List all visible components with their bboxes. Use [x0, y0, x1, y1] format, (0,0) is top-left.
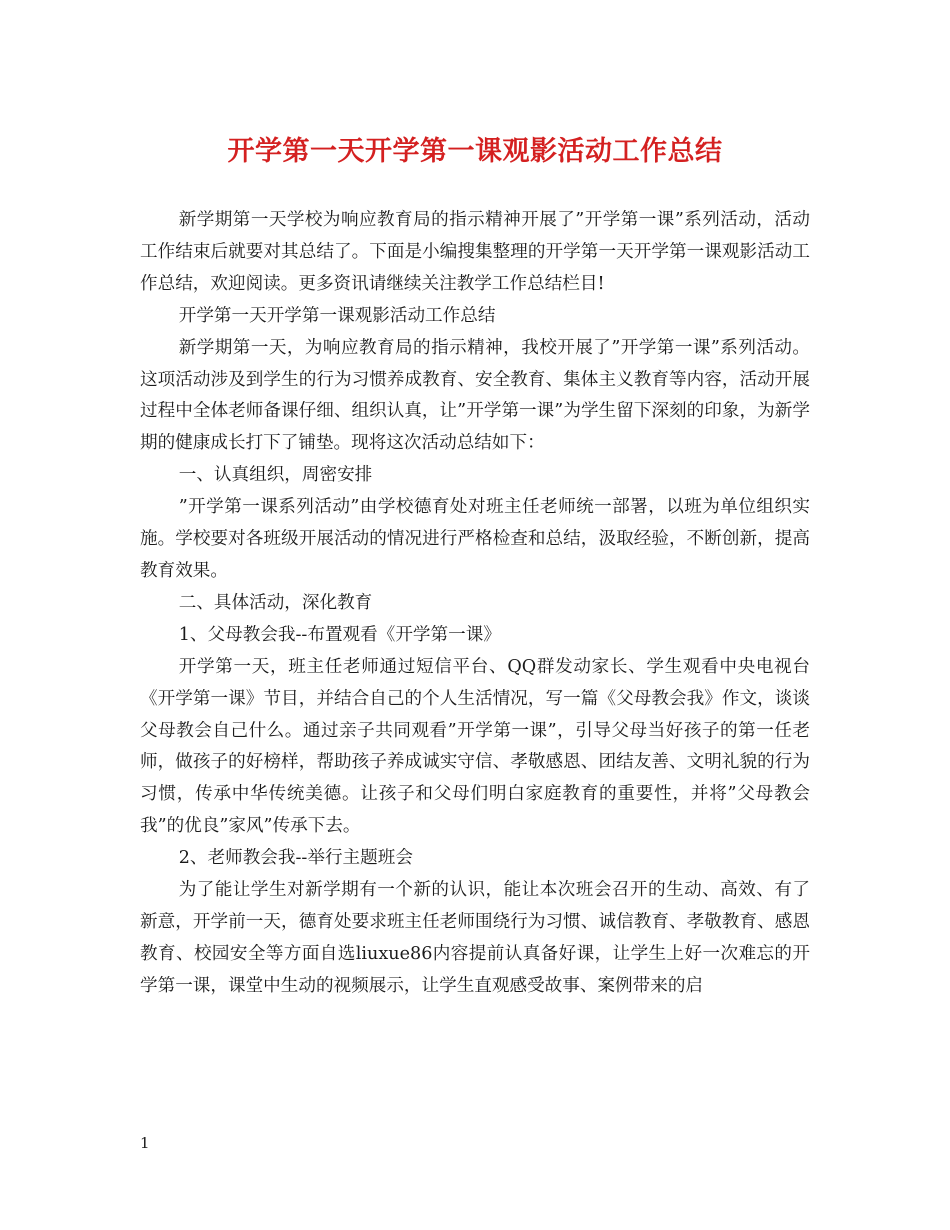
- paragraph-subtitle: 开学第一天开学第一课观影活动工作总结: [178, 305, 496, 326]
- paragraph-parents: 开学第一天，班主任老师通过短信平台、QQ群发动家长、学生观看中央电视台《开学第一课》节目，并结合自己的个人生活情况，写一篇《父母教会我》作文，谈谈父母教会自己什么。通过亲子共同观看”开学第一课”，引导父母当好孩子的第一任老师，做孩子的好榜样，帮助孩子养成诚实守信、孝敬感恩、团结友善、文明礼貌的行为习惯，传承中华传统美德。让孩子和父母们明白家庭教育的重要性，并将”父母教会我”的优良”家风”传承下去。: [140, 656, 810, 837]
- page-number: 1: [140, 1134, 150, 1152]
- paragraph-intro: 新学期第一天学校为响应教育局的指示精神开展了”开学第一课”系列活动，活动工作结束后就要对其总结了。下面是小编搜集整理的开学第一天开学第一课观影活动工作总结，欢迎阅读。更多资讯请继续关注教学工作总结栏目!: [140, 210, 810, 294]
- paragraph-teachers: 为了能让学生对新学期有一个新的认识，能让本次班会召开的生动、高效、有了新意，开学前一天，德育处要求班主任老师围绕行为习惯、诚信教育、孝敬教育、感恩教育、校园安全等方面自选liuxue86内容提前认真备好课，让学生上好一次难忘的开学第一课，课堂中生动的视频展示，让学生直观感受故事、案例带来的启: [140, 880, 810, 996]
- subsection-heading-2: 2、老师教会我--举行主题班会: [178, 848, 413, 869]
- paragraph-organization: ”开学第一课系列活动”由学校德育处对班主任老师统一部署，以班为单位组织实施。学校要对各班级开展活动的情况进行严格检查和总结，汲取经验，不断创新，提高教育效果。: [140, 497, 810, 581]
- subsection-heading-1: 1、父母教会我--布置观看《开学第一课》: [178, 624, 501, 645]
- paragraph-overview: 新学期第一天，为响应教育局的指示精神，我校开展了”开学第一课”系列活动。这项活动涉及到学生的行为习惯养成教育、安全教育、集体主义教育等内容，活动开展过程中全体老师备课仔细、组织认真，让”开学第一课”为学生留下深刻的印象，为新学期的健康成长打下了铺垫。现将这次活动总结如下：: [140, 337, 810, 454]
- document-title: 开学第一天开学第一课观影活动工作总结: [227, 136, 723, 167]
- section-heading-2: 二、具体活动，深化教育: [178, 592, 373, 613]
- document-body: [140, 205, 810, 1003]
- section-heading-1: 一、认真组织，周密安排: [178, 465, 373, 486]
